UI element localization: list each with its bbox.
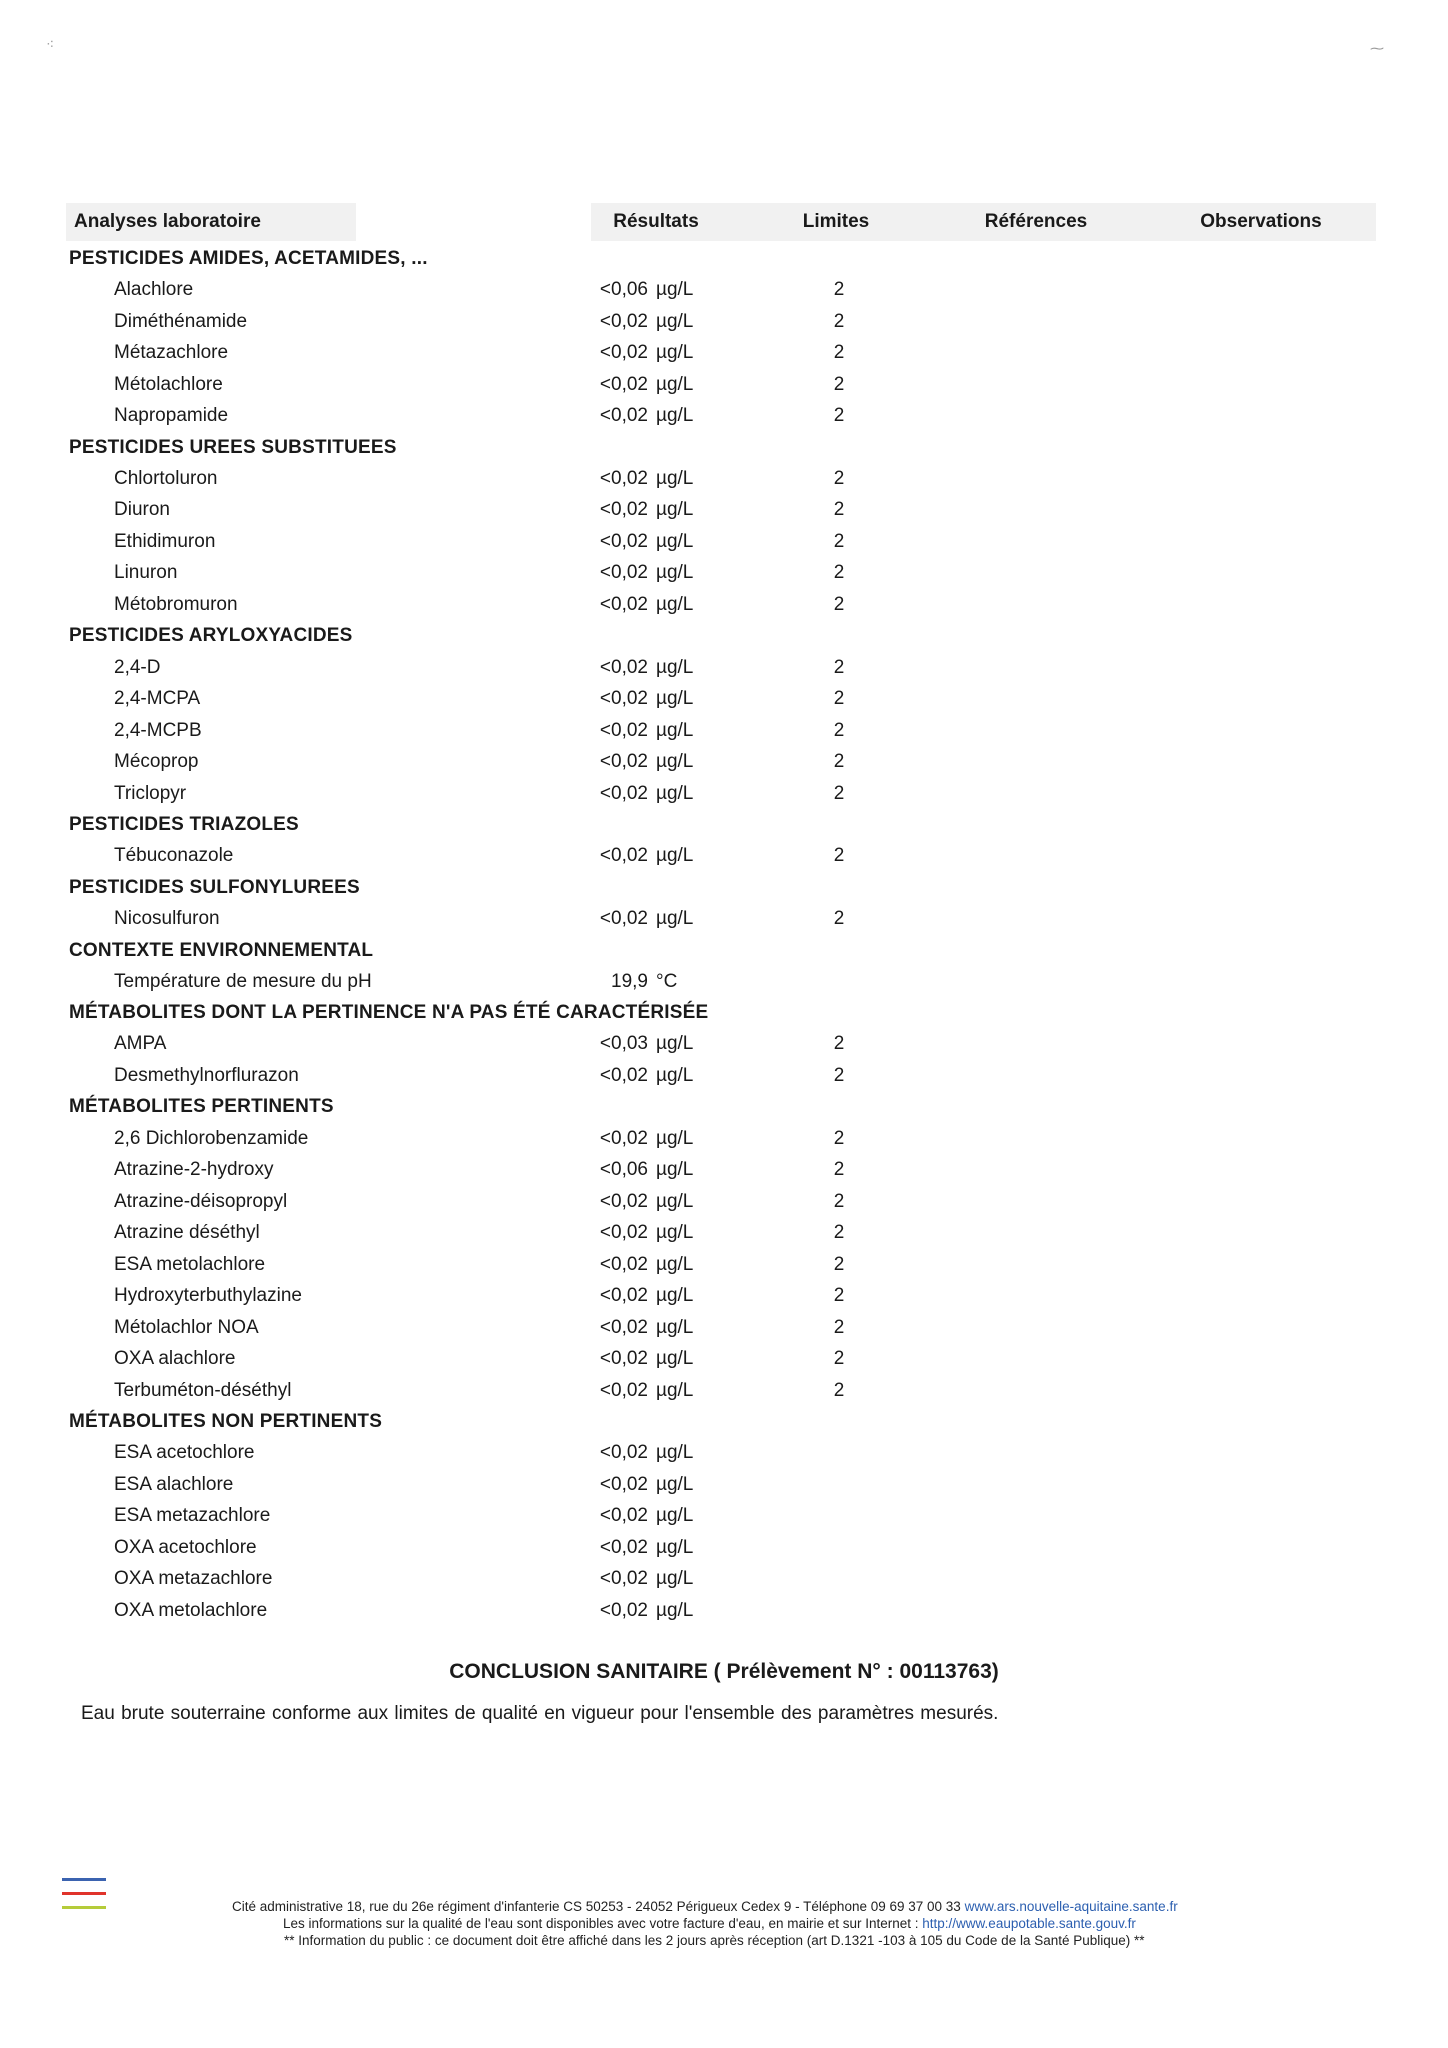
table-row	[0, 590, 1448, 620]
table-row	[0, 841, 1448, 871]
result-unit: µg/L	[656, 562, 694, 583]
parameter-name: 2,4-MCPA	[114, 688, 201, 709]
result-unit: µg/L	[656, 1285, 694, 1306]
parameter-name: OXA acetochlore	[114, 1537, 257, 1558]
parameter-name: Desmethylnorflurazon	[114, 1065, 299, 1086]
section-heading: PESTICIDES TRIAZOLES	[69, 814, 299, 835]
result-unit: µg/L	[656, 783, 694, 804]
result-unit: µg/L	[656, 1065, 694, 1086]
parameter-name: Atrazine-déisopropyl	[114, 1191, 288, 1212]
result-value: <0,02	[599, 374, 648, 395]
header-results: Résultats	[613, 211, 699, 232]
parameter-name: Alachlore	[114, 279, 194, 300]
table-row	[0, 779, 1448, 809]
table-row	[0, 684, 1448, 714]
logo-line-red	[62, 1892, 106, 1895]
section-row	[0, 998, 1448, 1028]
parameter-name: Métolachlor NOA	[114, 1317, 259, 1338]
limit-value: 2	[833, 374, 845, 395]
table-row	[0, 1438, 1448, 1468]
section-row	[0, 873, 1448, 903]
result-unit: µg/L	[656, 751, 694, 772]
result-value: <0,02	[599, 751, 648, 772]
table-row	[0, 653, 1448, 683]
footer-address-line	[228, 1898, 1228, 1915]
result-value: <0,02	[599, 1442, 648, 1463]
footer-address: Cité administrative 18, rue du 26e régiment d'infanterie CS 50253 - 24052 Périgueux Cedex 9 - Téléphone 09 69 37 00 33	[232, 1899, 961, 1914]
result-unit: µg/L	[656, 405, 694, 426]
section-heading: MÉTABOLITES PERTINENTS	[69, 1096, 334, 1117]
footer-notice: ** Information du public : ce document doit être affiché dans les 2 jours après réception (art D.1321 -103 à 105 du Code de la Santé Publique) **	[284, 1933, 1145, 1948]
result-unit: µg/L	[656, 1254, 694, 1275]
result-value: <0,02	[599, 1191, 648, 1212]
result-value: <0,02	[599, 531, 648, 552]
footer-info-line	[228, 1915, 1228, 1932]
parameter-name: OXA metazachlore	[114, 1568, 273, 1589]
result-unit: µg/L	[656, 1442, 694, 1463]
limit-value: 2	[833, 1065, 845, 1086]
result-unit: µg/L	[656, 531, 694, 552]
table-row	[0, 1596, 1448, 1626]
result-value: <0,02	[599, 1568, 648, 1589]
result-unit: µg/L	[656, 720, 694, 741]
footer-ars-link[interactable]: www.ars.nouvelle-aquitaine.sante.fr	[964, 1899, 1178, 1914]
section-heading: MÉTABOLITES DONT LA PERTINENCE N'A PAS ÉTÉ CARACTÉRISÉE	[69, 1002, 709, 1023]
result-value: <0,02	[599, 1285, 648, 1306]
parameter-name: 2,4-MCPB	[114, 720, 202, 741]
parameter-name: ESA metazachlore	[114, 1505, 271, 1526]
limit-value: 2	[833, 1254, 845, 1275]
section-heading: PESTICIDES AMIDES, ACETAMIDES, ...	[69, 248, 428, 269]
parameter-name: Nicosulfuron	[114, 908, 220, 929]
limit-value: 2	[833, 279, 845, 300]
result-unit: µg/L	[656, 1128, 694, 1149]
parameter-name: Métazachlore	[114, 342, 229, 363]
limit-value: 2	[833, 311, 845, 332]
section-heading: PESTICIDES UREES SUBSTITUEES	[69, 437, 397, 458]
limit-value: 2	[833, 1348, 845, 1369]
parameter-name: 2,6 Dichlorobenzamide	[114, 1128, 309, 1149]
logo-line-blue	[62, 1878, 106, 1881]
limit-value: 2	[833, 783, 845, 804]
header-observations: Observations	[1200, 211, 1322, 232]
limit-value: 2	[833, 751, 845, 772]
parameter-name: 2,4-D	[114, 657, 161, 678]
result-value: <0,02	[599, 468, 648, 489]
result-unit: µg/L	[656, 688, 694, 709]
limit-value: 2	[833, 1317, 845, 1338]
footer-info: Les informations sur la qualité de l'eau sont disponibles avec votre facture d'eau, en mairie et sur Internet :	[283, 1916, 919, 1931]
result-value: <0,03	[599, 1033, 648, 1054]
limit-value: 2	[833, 845, 845, 866]
result-value: <0,02	[599, 845, 648, 866]
result-value: <0,06	[599, 1159, 648, 1180]
result-value: <0,02	[599, 1537, 648, 1558]
table-row	[0, 1281, 1448, 1311]
section-row	[0, 810, 1448, 840]
limit-value: 2	[833, 1380, 845, 1401]
result-unit: µg/L	[656, 468, 694, 489]
result-value: <0,02	[599, 1474, 648, 1495]
result-value: <0,02	[599, 1600, 648, 1621]
result-value: <0,02	[599, 562, 648, 583]
table-row	[0, 1376, 1448, 1406]
conclusion-title: CONCLUSION SANITAIRE ( Prélèvement N° : 00113763)	[449, 1660, 999, 1683]
limit-value: 2	[833, 562, 845, 583]
scan-speck: ⁖	[46, 36, 55, 52]
table-row	[0, 1470, 1448, 1500]
table-row	[0, 307, 1448, 337]
result-value: <0,02	[599, 657, 648, 678]
footer	[228, 1898, 1228, 1949]
result-value: <0,02	[599, 1065, 648, 1086]
result-unit: µg/L	[656, 1317, 694, 1338]
result-unit: µg/L	[656, 1159, 694, 1180]
table-row	[0, 1218, 1448, 1248]
result-value: <0,02	[599, 1380, 648, 1401]
table-row	[0, 747, 1448, 777]
table-row	[0, 904, 1448, 934]
parameter-name: OXA alachlore	[114, 1348, 236, 1369]
table-row	[0, 1187, 1448, 1217]
result-unit: µg/L	[656, 1568, 694, 1589]
result-value: <0,02	[599, 1348, 648, 1369]
header-references: Références	[984, 211, 1088, 232]
result-unit: µg/L	[656, 908, 694, 929]
parameter-name: Tébuconazole	[114, 845, 234, 866]
result-value: <0,02	[599, 1505, 648, 1526]
result-value: <0,02	[599, 594, 648, 615]
result-unit: °C	[656, 971, 678, 992]
parameter-name: Atrazine-2-hydroxy	[114, 1159, 274, 1180]
limit-value: 2	[833, 342, 845, 363]
result-unit: µg/L	[656, 1348, 694, 1369]
table-row	[0, 401, 1448, 431]
limit-value: 2	[833, 657, 845, 678]
table-row	[0, 527, 1448, 557]
result-unit: µg/L	[656, 279, 694, 300]
parameter-name: Diuron	[114, 499, 170, 520]
section-row	[0, 1092, 1448, 1122]
section-row	[0, 244, 1448, 274]
parameter-name: ESA alachlore	[114, 1474, 234, 1495]
section-heading: PESTICIDES ARYLOXYACIDES	[69, 625, 353, 646]
table-row	[0, 1344, 1448, 1374]
result-unit: µg/L	[656, 1537, 694, 1558]
limit-value: 2	[833, 1033, 845, 1054]
scan-speck: ⁓	[1370, 40, 1384, 56]
result-value: <0,02	[599, 1128, 648, 1149]
result-unit: µg/L	[656, 1191, 694, 1212]
table-header	[66, 203, 1376, 241]
table-row	[0, 967, 1448, 997]
result-value: <0,02	[599, 908, 648, 929]
result-unit: µg/L	[656, 1600, 694, 1621]
result-unit: µg/L	[656, 657, 694, 678]
table-row	[0, 558, 1448, 588]
parameter-name: Métobromuron	[114, 594, 238, 615]
header-analyses: Analyses laboratoire	[74, 211, 261, 232]
section-heading: MÉTABOLITES NON PERTINENTS	[69, 1411, 383, 1432]
result-value: <0,02	[599, 783, 648, 804]
parameter-name: Atrazine déséthyl	[114, 1222, 260, 1243]
logo-line-green	[62, 1906, 106, 1909]
parameter-name: Diméthénamide	[114, 311, 248, 332]
limit-value: 2	[833, 1159, 845, 1180]
section-heading: CONTEXTE ENVIRONNEMENTAL	[69, 940, 374, 961]
result-value: <0,02	[599, 1317, 648, 1338]
table-row	[0, 1124, 1448, 1154]
result-unit: µg/L	[656, 499, 694, 520]
table-row	[0, 1155, 1448, 1185]
limit-value: 2	[833, 594, 845, 615]
result-unit: µg/L	[656, 1222, 694, 1243]
parameter-name: ESA metolachlore	[114, 1254, 266, 1275]
parameter-name: Température de mesure du pH	[114, 971, 372, 992]
section-row	[0, 1407, 1448, 1437]
table-row	[0, 370, 1448, 400]
table-row	[0, 1533, 1448, 1563]
limit-value: 2	[833, 688, 845, 709]
result-value: <0,06	[599, 279, 648, 300]
limit-value: 2	[833, 1191, 845, 1212]
table-row	[0, 1029, 1448, 1059]
table-row	[0, 1061, 1448, 1091]
parameter-name: Ethidimuron	[114, 531, 216, 552]
result-value: <0,02	[599, 1222, 648, 1243]
result-value: <0,02	[599, 405, 648, 426]
parameter-name: Triclopyr	[114, 783, 187, 804]
table-row	[0, 275, 1448, 305]
result-unit: µg/L	[656, 845, 694, 866]
table-row	[0, 1501, 1448, 1531]
result-value: <0,02	[599, 499, 648, 520]
parameter-name: Chlortoluron	[114, 468, 218, 489]
limit-value: 2	[833, 1128, 845, 1149]
table-row	[0, 495, 1448, 525]
result-unit: µg/L	[656, 374, 694, 395]
parameter-name: OXA metolachlore	[114, 1600, 268, 1621]
table-row	[0, 1250, 1448, 1280]
table-row	[0, 1564, 1448, 1594]
section-heading: PESTICIDES SULFONYLUREES	[69, 877, 360, 898]
result-value: <0,02	[599, 342, 648, 363]
result-value: <0,02	[599, 688, 648, 709]
limit-value: 2	[833, 1222, 845, 1243]
result-unit: µg/L	[656, 1380, 694, 1401]
limit-value: 2	[833, 531, 845, 552]
section-row	[0, 433, 1448, 463]
parameter-name: Mécoprop	[114, 751, 199, 772]
result-unit: µg/L	[656, 1474, 694, 1495]
result-unit: µg/L	[656, 311, 694, 332]
result-unit: µg/L	[656, 1033, 694, 1054]
limit-value: 2	[833, 468, 845, 489]
parameter-name: AMPA	[114, 1033, 167, 1054]
conclusion-text: Eau brute souterraine conforme aux limites de qualité en vigueur pour l'ensemble des paramètres mesurés.	[81, 1703, 999, 1724]
table-row	[0, 716, 1448, 746]
result-value: <0,02	[599, 1254, 648, 1275]
parameter-name: Linuron	[114, 562, 178, 583]
table-row	[0, 1313, 1448, 1343]
section-row	[0, 936, 1448, 966]
result-value: <0,02	[599, 720, 648, 741]
limit-value: 2	[833, 405, 845, 426]
table-row	[0, 464, 1448, 494]
limit-value: 2	[833, 908, 845, 929]
limit-value: 2	[833, 720, 845, 741]
section-row	[0, 621, 1448, 651]
limit-value: 2	[833, 499, 845, 520]
result-unit: µg/L	[656, 342, 694, 363]
table-row	[0, 338, 1448, 368]
parameter-name: Métolachlore	[114, 374, 223, 395]
parameter-name: Napropamide	[114, 405, 229, 426]
parameter-name: ESA acetochlore	[114, 1442, 255, 1463]
limit-value: 2	[833, 1285, 845, 1306]
result-value: <0,02	[599, 311, 648, 332]
footer-eaupotable-link[interactable]: http://www.eaupotable.sante.gouv.fr	[922, 1916, 1136, 1931]
result-unit: µg/L	[656, 594, 694, 615]
parameter-name: Terbuméton-déséthyl	[114, 1380, 292, 1401]
colored-lines-logo	[62, 1878, 106, 1920]
parameter-name: Hydroxyterbuthylazine	[114, 1285, 302, 1306]
header-limits: Limites	[802, 211, 870, 232]
result-value: 19,9	[611, 971, 648, 992]
result-unit: µg/L	[656, 1505, 694, 1526]
